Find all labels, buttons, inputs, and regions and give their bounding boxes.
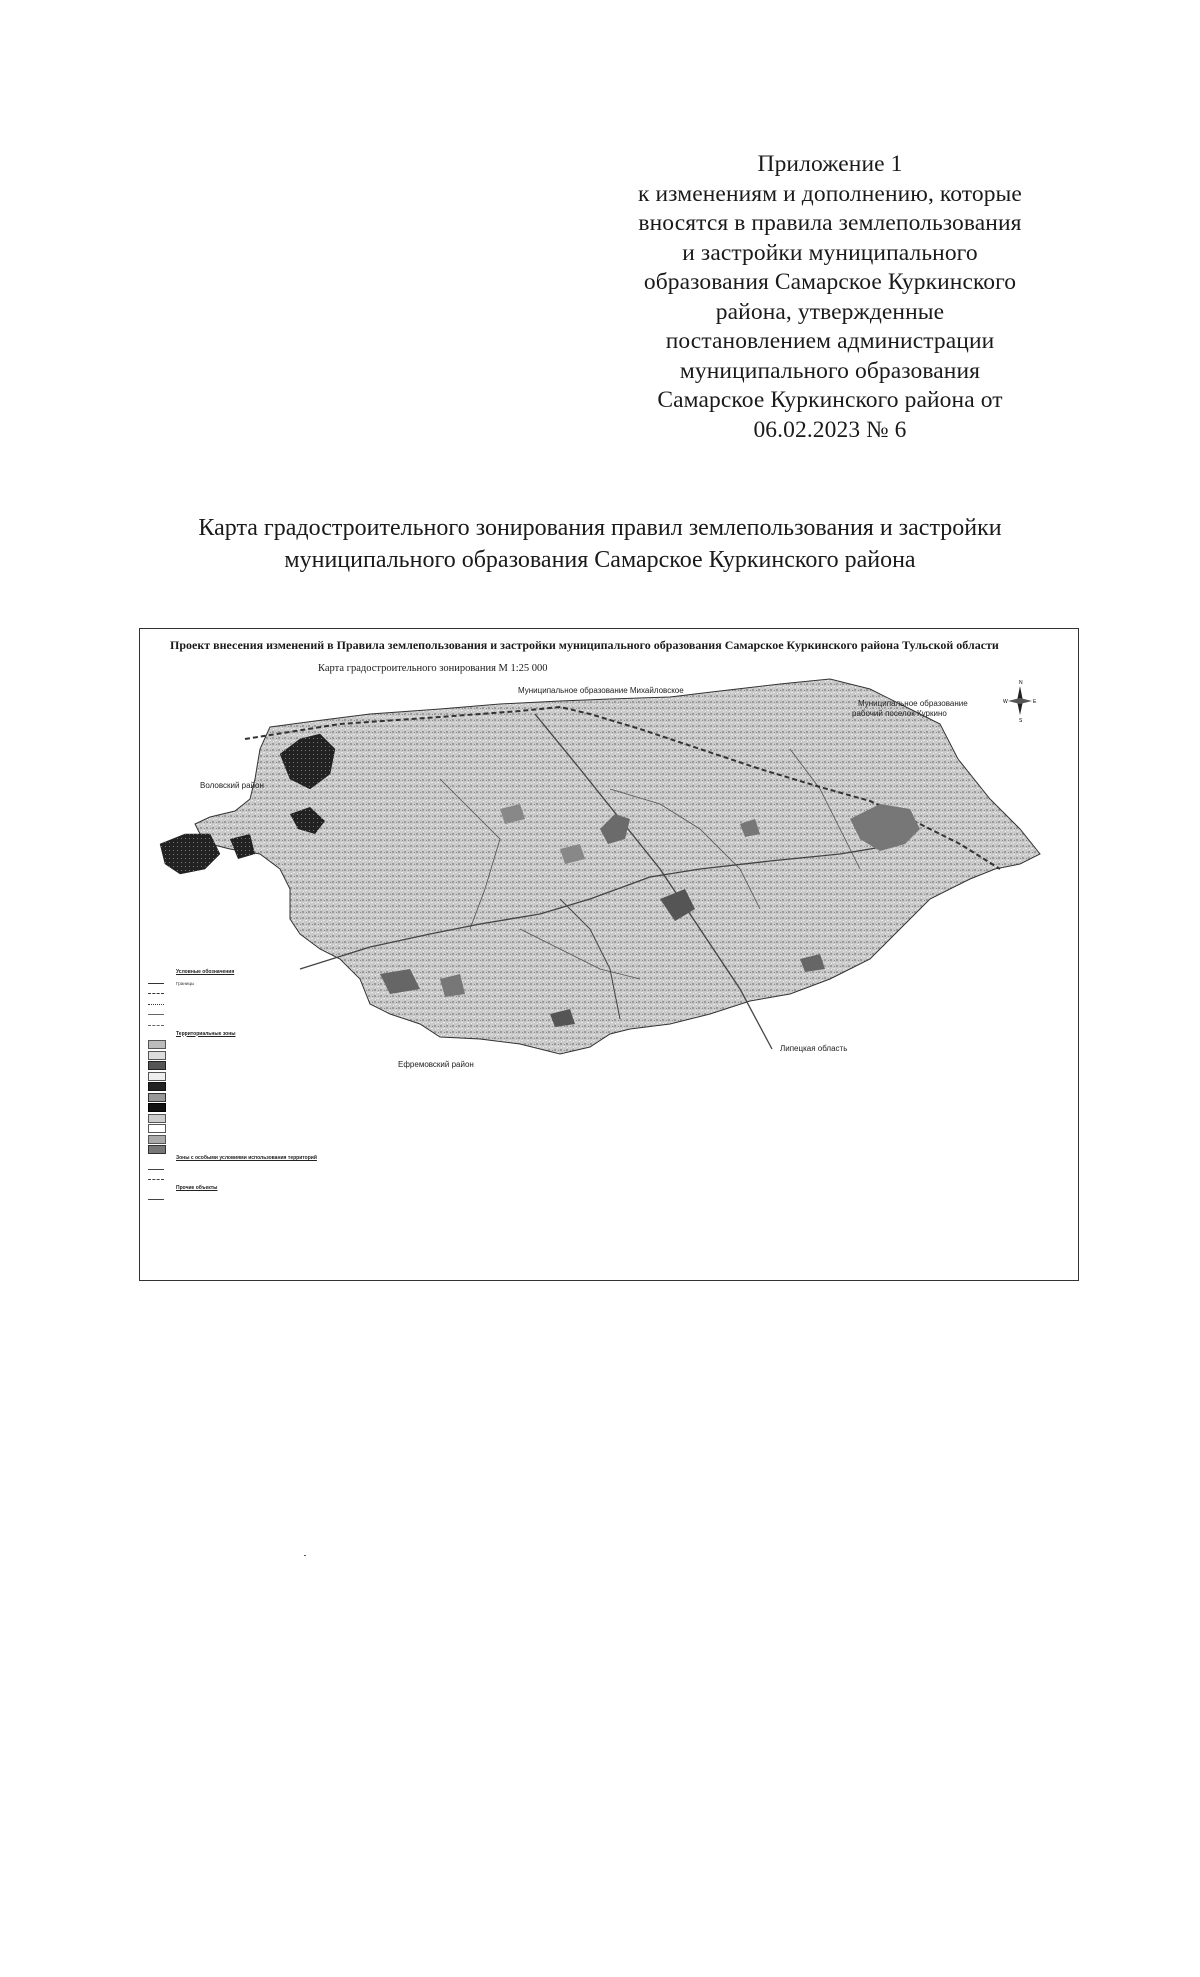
legend-item — [148, 1124, 448, 1135]
legend-section-title: Территориальные зоны — [176, 1030, 236, 1037]
legend-item — [148, 1010, 448, 1021]
appendix-line: района, утвержденные — [715, 298, 945, 325]
map-label-volovsky: Воловский район — [200, 781, 264, 790]
map-label-kurkino-2: рабочий поселок Куркино — [852, 709, 947, 718]
heading-line-1: Карта градостроительного зонирования правил землепользования и застройки — [198, 515, 1002, 541]
legend-item — [148, 1175, 448, 1186]
appendix-line: 06.02.2023 № 6 — [753, 416, 907, 443]
legend-item — [148, 1194, 448, 1205]
legend-item — [148, 1092, 448, 1103]
map-label-efremovsky: Ефремовский район — [398, 1060, 474, 1069]
map-legend — [148, 969, 448, 1205]
appendix-line: муниципального образования — [679, 357, 981, 384]
legend-item — [148, 1103, 448, 1114]
compass-w: W — [1003, 699, 1008, 705]
compass-rose — [1002, 677, 1038, 723]
appendix-line: к изменениям и дополнению, которые — [638, 180, 1022, 207]
legend-item — [148, 1061, 448, 1072]
legend-title: Условные обозначения — [176, 969, 235, 975]
appendix-line: образования Самарское Куркинского — [643, 269, 1017, 295]
document-heading — [100, 512, 1100, 576]
heading-line-2: муниципального образования Самарское Куркинского района — [284, 547, 916, 573]
appendix-block — [590, 150, 1070, 445]
map-label-kurkino-1: Муниципальное образование — [858, 699, 968, 708]
legend-item — [148, 999, 448, 1010]
compass-n: N — [1019, 680, 1023, 686]
appendix-line: вносятся в правила землепользования — [638, 210, 1022, 236]
legend-item — [148, 1082, 448, 1093]
legend-item — [148, 1071, 448, 1082]
appendix-line: постановлением администрации — [665, 328, 995, 354]
appendix-line: Приложение 1 — [757, 151, 903, 177]
scan-speck — [304, 1555, 306, 1556]
legend-section-title: Зоны с особыми условиями использования территорий — [176, 1155, 317, 1161]
legend-item — [148, 978, 448, 989]
legend-item — [148, 1134, 448, 1145]
legend-item — [148, 1145, 448, 1156]
legend-item — [148, 1050, 448, 1061]
legend-item — [148, 1113, 448, 1124]
map-label-mikhaylovskoye: Муниципальное образование Михайловское — [518, 686, 684, 695]
map-subtitle: Карта градостроительного зонирования М 1:25 000 — [318, 663, 548, 674]
legend-section-title: Прочие объекты — [176, 1185, 218, 1191]
legend-item — [148, 1164, 448, 1175]
legend-item — [148, 1040, 448, 1051]
compass-e: E — [1033, 699, 1037, 705]
zoning-map — [139, 628, 1079, 1281]
legend-section: Границы — [176, 980, 195, 986]
appendix-line: и застройки муниципального — [682, 239, 978, 266]
appendix-line: Самарское Куркинского района от — [657, 387, 1003, 413]
map-label-lipetsk: Липецкая область — [780, 1044, 848, 1053]
legend-item — [148, 1020, 448, 1031]
compass-s: S — [1019, 718, 1023, 723]
map-title: Проект внесения изменений в Правила землепользования и застройки муниципального образования Самарское Куркинского района Тульской области — [170, 638, 999, 652]
legend-item — [148, 989, 448, 1000]
